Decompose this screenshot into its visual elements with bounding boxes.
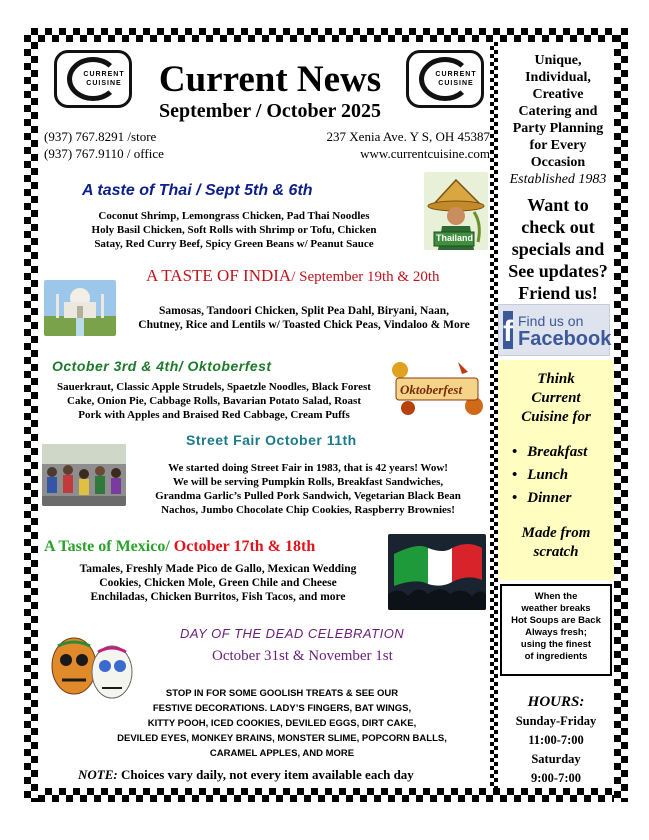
hours-line: 9:00-7:00 <box>531 771 581 785</box>
facebook-find-us: Find us on <box>518 313 584 329</box>
newsletter-subtitle: September / October 2025 <box>158 100 381 122</box>
india-heading-dates: / September 19th & 20th <box>291 269 440 285</box>
mexico-heading <box>44 538 315 556</box>
checkered-border-top <box>24 28 628 42</box>
thai-menu-line: Coconut Shrimp, Lemongrass Chicken, Pad Thai Noodles <box>98 210 370 222</box>
street-fair-line: Nachos, Jumbo Chocolate Chip Cookies, Raspberry Brownies! <box>161 504 455 516</box>
checkered-divider <box>490 42 498 788</box>
street-fair-text <box>126 461 490 517</box>
soups-line: weather breaks <box>521 603 591 614</box>
dead-line: FESTIVE DECORATIONS. LADY’S FINGERS, BAT WINGS, <box>152 703 412 714</box>
mexico-menu-line: Enchiladas, Chicken Burritos, Fish Tacos, and more <box>90 591 346 603</box>
friend-line: specials and <box>511 239 605 259</box>
mexico-heading-title: A Taste of Mexico/ <box>44 538 170 555</box>
hot-soups-box <box>500 584 612 676</box>
india-menu <box>118 304 490 332</box>
hours-line: Sunday-Friday <box>515 714 597 728</box>
dead-line: DEVILED EYES, MONKEY BRAINS, MONSTER SLIME, POPCORN BALLS, <box>117 733 447 744</box>
day-of-the-dead-heading: DAY OF THE DEAD CELEBRATION <box>180 626 405 641</box>
street-fair-line: Grandma Garlic’s Pulled Pork Sandwich, Vegetarian Black Bean <box>155 490 461 502</box>
street-fair-line: We started doing Street Fair in 1983, that is 42 years! Wow! <box>168 462 448 474</box>
street-fair-line: We will be serving Pumpkin Rolls, Breakfast Sandwiches, <box>172 476 444 488</box>
day-of-the-dead-dates: October 31st & November 1st <box>212 648 393 664</box>
meal-item-breakfast: • Breakfast <box>512 441 614 464</box>
mexico-menu-line: Cookies, Chicken Mole, Green Chile and Cheese <box>99 577 337 589</box>
checkered-border-bottom <box>24 788 628 802</box>
tagline-line: Party Planning <box>512 121 604 136</box>
facebook-icon: f <box>503 311 513 349</box>
soups-line: Hot Soups are Back <box>511 615 601 626</box>
hours-block <box>498 692 614 788</box>
day-of-the-dead-text <box>96 686 468 761</box>
logo-text-cuisine: CUISINE <box>86 80 122 87</box>
meal-item-lunch: • Lunch <box>512 464 614 487</box>
newsletter-title: Current News <box>158 59 382 100</box>
checkered-border-right <box>614 28 628 802</box>
thai-heading: A taste of Thai / Sept 5th & 6th <box>82 182 313 199</box>
meal-item-dinner: • Dinner <box>512 487 614 510</box>
address: 237 Xenia Ave. Y S, OH 45387 <box>326 129 490 144</box>
facebook-wordmark: Facebook <box>518 328 612 350</box>
phone-office: (937) 767.9110 / office <box>44 146 164 161</box>
oktoberfest-illustration <box>388 356 486 420</box>
india-menu-line: Chutney, Rice and Lentils w/ Toasted Chick Peas, Vindaloo & More <box>138 319 470 331</box>
meal-list <box>512 441 614 510</box>
oktoberfest-menu-line: Pork with Apples and Braised Red Cabbage, Cream Puffs <box>78 409 350 421</box>
hours-line: 11:00-7:00 <box>528 733 584 747</box>
taj-mahal-illustration <box>44 280 116 336</box>
note-text: Choices vary daily, not every item available each day <box>117 767 414 782</box>
tagline <box>500 52 616 188</box>
phone-store: (937) 767.8291 /store <box>44 129 157 144</box>
logo-text-current: CURRENT <box>435 71 477 78</box>
note-label: NOTE: <box>78 767 118 782</box>
established-text: Established 1983 <box>509 172 607 187</box>
address-block <box>300 128 490 162</box>
think-line: Think <box>537 371 575 387</box>
soups-line: Always fresh; <box>525 627 587 638</box>
thai-menu <box>44 209 424 251</box>
phone-block <box>44 128 164 162</box>
made-from-scratch-line: Made from <box>521 525 591 541</box>
thai-menu-line: Holy Basil Chicken, Soft Rolls with Shrimp or Tofu, Chicken <box>91 224 377 236</box>
made-from-scratch-line: scratch <box>533 544 579 560</box>
tagline-line: Creative <box>532 87 584 102</box>
india-menu-line: Samosas, Tandoori Chicken, Split Pea Dahl, Biryani, Naan, <box>158 305 450 317</box>
website-link[interactable]: www.currentcuisine.com <box>360 146 490 161</box>
oktoberfest-menu <box>44 380 384 422</box>
tagline-line: Catering and <box>518 104 598 119</box>
logo-text-current: CURRENT <box>83 71 125 78</box>
hours-title: HOURS: <box>527 694 585 710</box>
dead-line: STOP IN FOR SOME GOOLISH TREATS & SEE OUR <box>165 688 399 699</box>
checkered-border-left <box>24 28 38 802</box>
friend-line: See updates? <box>508 261 608 281</box>
friend-us-text <box>498 194 618 304</box>
soups-line: When the <box>534 591 578 602</box>
tagline-line: Unique, <box>534 53 582 68</box>
dead-line: CARAMEL APPLES, AND MORE <box>209 748 355 759</box>
india-heading-title: A TASTE OF INDIA <box>146 266 292 285</box>
tagline-line: Individual, <box>525 70 591 85</box>
current-cuisine-logo-left <box>54 50 132 108</box>
street-fair-photo <box>42 444 126 506</box>
thailand-illustration <box>424 172 488 250</box>
thai-menu-line: Satay, Red Curry Beef, Spicy Green Beans w/ Peanut Sauce <box>94 238 374 250</box>
friend-line: Friend us! <box>518 283 598 303</box>
mexico-flag-illustration <box>388 534 486 610</box>
mexico-menu <box>52 562 384 604</box>
think-line: Current <box>531 390 581 406</box>
thailand-label: Thailand <box>436 233 474 243</box>
soups-line: of ingredients <box>524 651 588 662</box>
soups-line: using the finest <box>520 639 592 650</box>
oktoberfest-heading: October 3rd & 4th/ Oktoberfest <box>52 358 272 374</box>
think-current-cuisine-panel <box>498 360 614 580</box>
street-fair-heading: Street Fair October 11th <box>186 432 357 448</box>
friend-line: check out <box>521 217 595 237</box>
mexico-menu-line: Tamales, Freshly Made Pico de Gallo, Mexican Wedding <box>79 563 357 575</box>
india-heading <box>146 266 440 286</box>
tagline-line: Occasion <box>530 155 586 170</box>
availability-note <box>78 767 414 783</box>
oktoberfest-label: Oktoberfest <box>400 382 463 397</box>
logo-text-cuisine: CUISINE <box>438 80 474 87</box>
think-line: Cuisine for <box>521 409 591 425</box>
facebook-badge[interactable] <box>498 304 610 356</box>
current-cuisine-logo-right <box>406 50 484 108</box>
hours-line: Saturday <box>531 752 581 766</box>
friend-line: Want to <box>527 195 589 215</box>
mexico-heading-dates: October 17th & 18th <box>169 538 316 555</box>
dead-line: KITTY POOH, ICED COOKIES, DEVILED EGGS, DIRT CAKE, <box>147 718 417 729</box>
oktoberfest-menu-line: Cake, Onion Pie, Cabbage Rolls, Bavarian Potato Salad, Roast <box>67 395 361 407</box>
tagline-line: for Every <box>529 138 587 153</box>
oktoberfest-menu-line: Sauerkraut, Classic Apple Strudels, Spaetzle Noodles, Black Forest <box>57 381 371 393</box>
